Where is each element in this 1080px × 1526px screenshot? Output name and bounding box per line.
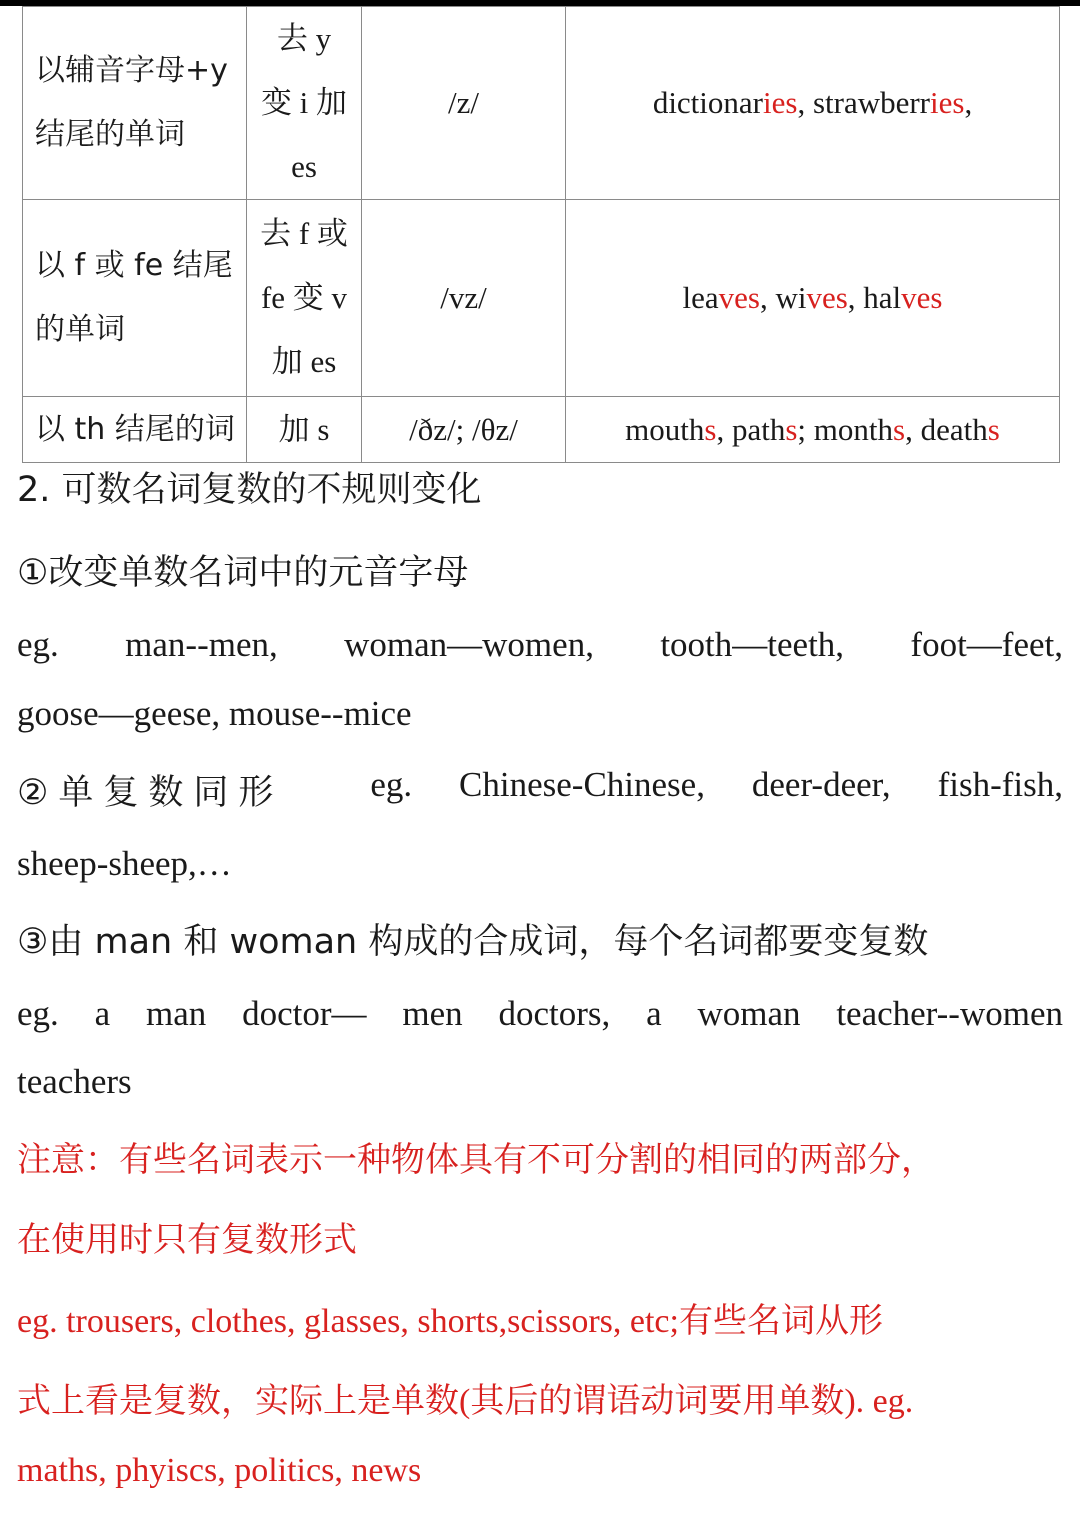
ending-cell (23, 200, 247, 397)
item2-title: ②单复数同形 (17, 773, 284, 813)
examples-cell (566, 397, 1060, 463)
example-stem: hal (863, 280, 902, 315)
section-heading: 2. 可数名词复数的不规则变化 (17, 470, 482, 510)
example-word: doctors, (498, 994, 611, 1033)
examples-cell (566, 7, 1060, 200)
method-line: 加 s (278, 411, 330, 447)
eg-label: eg. (17, 994, 59, 1033)
example-stem: mouth (625, 411, 705, 447)
method-line: fe 变 v (260, 280, 348, 315)
pronunciation-cell: /ðz/; /θz/ (362, 397, 566, 463)
ending-line: 以 th 结尾的词 (35, 411, 235, 447)
example-suffix: s (893, 411, 906, 447)
item1-example-line (17, 625, 1063, 665)
example-word: a (94, 994, 111, 1033)
example-sep: ; (797, 411, 814, 447)
method-line: 去 y (276, 21, 332, 56)
example-sep: , (964, 85, 973, 120)
method-line: 去 f 或 (260, 216, 348, 251)
example-stem: wi (775, 280, 807, 315)
example-word: deer-deer, (751, 765, 891, 804)
ending-line: 以辅音字母+y (35, 53, 228, 88)
item3-example-line (17, 994, 1063, 1034)
example-sep: , (847, 280, 864, 315)
ending-line: 结尾的单词 (35, 117, 185, 152)
example-suffix: ves (718, 280, 760, 315)
example-stem: strawberr (812, 85, 930, 120)
item3-example-line2: teachers (17, 1062, 132, 1101)
note-line: maths, phyiscs, politics, news (17, 1452, 422, 1489)
ending-line: 以 f 或 fe 结尾 (35, 248, 233, 283)
example-suffix: ies (763, 85, 798, 120)
example-stem: death (920, 411, 988, 447)
example-suffix: s (987, 411, 1000, 447)
item1-example-line2: goose—geese, mouse--mice (17, 694, 412, 733)
ending-cell (23, 397, 247, 463)
example-suffix: s (785, 411, 798, 447)
item3-title: ③由 man 和 woman 构成的合成词，每个名词都要变复数 (17, 922, 929, 962)
method-line: 加 es (271, 344, 337, 379)
eg-label: eg. (370, 765, 413, 804)
table-row (23, 200, 1060, 397)
plural-rules-table (22, 6, 1060, 463)
method-cell (247, 397, 362, 463)
example-suffix: ies (930, 85, 965, 120)
example-sep: , (797, 85, 813, 120)
example-sep: , (905, 411, 921, 447)
example-word: tooth—teeth, (660, 625, 845, 664)
example-word: woman—women, (344, 625, 594, 664)
example-sep: , (759, 280, 776, 315)
example-word: man--men, (125, 625, 278, 664)
example-word: doctor— (242, 994, 367, 1033)
example-stem: month (813, 411, 894, 447)
item1-title: ①改变单数名词中的元音字母 (17, 553, 469, 593)
example-suffix: s (704, 411, 717, 447)
example-word: woman (697, 994, 801, 1033)
note-line: 在使用时只有复数形式 (17, 1220, 357, 1260)
example-stem: lea (682, 280, 719, 315)
note-line: 式上看是复数，实际上是单数(其后的谓语动词要用单数). eg. (17, 1383, 914, 1420)
note-line: 注意：有些名词表示一种物体具有不可分割的相同的两部分， (17, 1140, 935, 1180)
pronunciation-cell: /z/ (362, 7, 566, 200)
example-stem: path (731, 411, 786, 447)
example-word: men (402, 994, 463, 1033)
item2-example-line2: sheep-sheep,… (17, 844, 232, 883)
item2-line (17, 765, 1063, 815)
eg-label: eg. (17, 625, 59, 664)
example-stem: dictionar (652, 85, 763, 120)
method-line: es (291, 149, 317, 184)
note-line: eg. trousers, clothes, glasses, shorts,scissors, etc;有些名词从形 (17, 1303, 883, 1340)
ending-cell (23, 7, 247, 200)
method-cell (247, 7, 362, 200)
example-word: fish-fish, (937, 765, 1063, 804)
example-suffix: ves (806, 280, 848, 315)
example-suffix: ves (901, 280, 943, 315)
pronunciation-cell: /vz/ (362, 200, 566, 397)
example-word: Chinese-Chinese, (459, 765, 705, 804)
example-word: foot—feet, (910, 625, 1063, 664)
table-row (23, 7, 1060, 200)
example-word: man (146, 994, 207, 1033)
method-line: 变 i 加 (260, 85, 348, 120)
method-cell (247, 200, 362, 397)
ending-line: 的单词 (35, 312, 125, 347)
table-row (23, 397, 1060, 463)
example-word: a (646, 994, 662, 1033)
example-sep: , (716, 411, 732, 447)
example-word: teacher--women (836, 994, 1063, 1033)
examples-cell (566, 200, 1060, 397)
